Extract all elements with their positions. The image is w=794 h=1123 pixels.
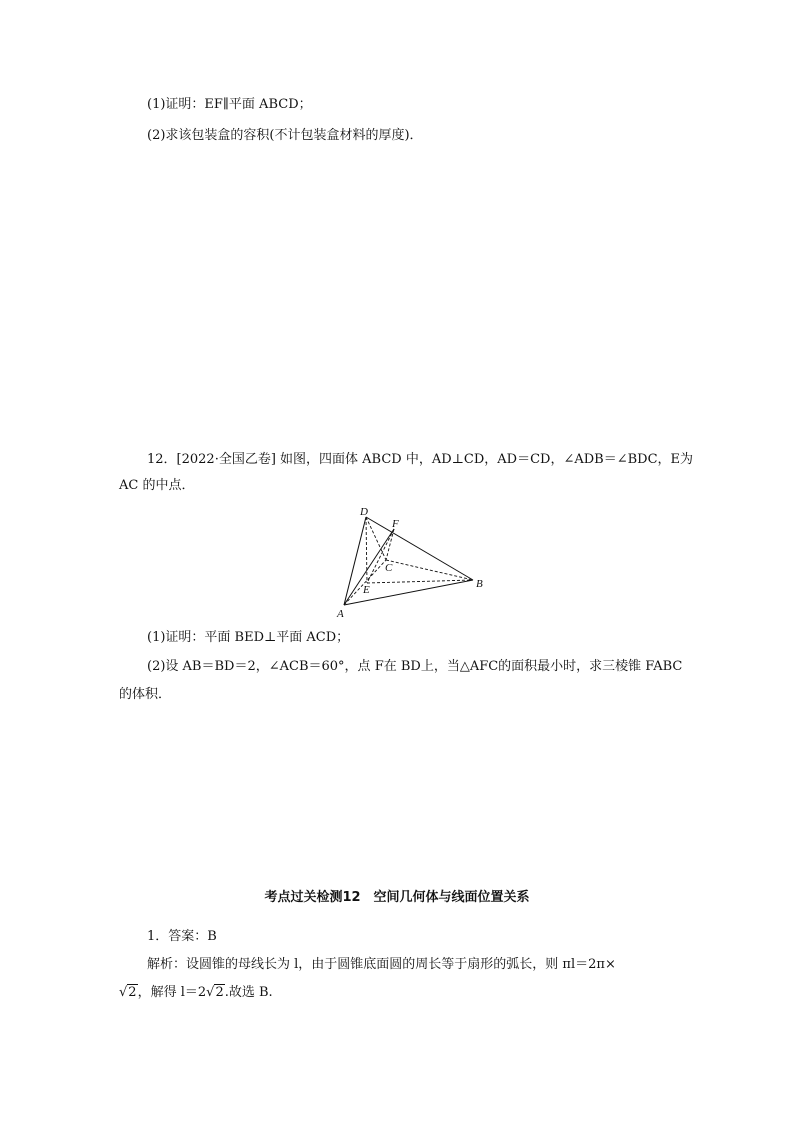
label-E: E [363, 584, 370, 596]
label-D: D [360, 506, 368, 518]
answer-1-explanation-line2: √2，解得 l＝2√2.故选 B. [119, 985, 273, 1000]
q12-stem-line1: 12．[2022·全国乙卷] 如图，四面体 ABCD 中，AD⊥CD，AD＝CD，∠ADB＝∠BDC，E为 [147, 452, 694, 467]
edge-FC [386, 529, 394, 560]
q12-part2-line1: (2)设 AB＝BD＝2，∠ACB＝60°，点 F在 BD上，当△AFC的面积最小时，求三棱锥 FABC [147, 659, 683, 674]
sqrt-symbol: √2 [119, 985, 137, 1000]
edge-FE [367, 529, 394, 583]
q11-part1: (1)证明：EF∥平面 ABCD； [147, 97, 312, 112]
edge-DB [366, 517, 473, 580]
label-F: F [392, 518, 399, 530]
answers-heading: 考点过关检测12 空间几何体与线面位置关系 [264, 890, 530, 905]
answer-1: 1．答案：B [147, 929, 217, 944]
tetrahedron-figure [330, 505, 490, 620]
edge-EB [367, 580, 473, 583]
edge-CB [386, 560, 473, 580]
edge-FB-seg [394, 529, 473, 580]
label-C: C [385, 562, 393, 574]
label-B: B [476, 578, 483, 590]
label-A: A [337, 608, 344, 620]
answer-1-explanation-line1: 解析：设圆锥的母线长为 l，由于圆锥底面圆的周长等于扇形的弧长，则 πl＝2π× [147, 957, 616, 972]
q12-part2-line2: 的体积． [119, 687, 172, 702]
q12-stem-line2: AC 的中点． [119, 478, 195, 493]
q12-part1: (1)证明：平面 BED⊥平面 ACD； [147, 630, 350, 645]
q11-part2: (2)求该包装盒的容积(不计包装盒材料的厚度)． [147, 128, 423, 143]
edge-DE [366, 517, 367, 583]
sqrt-symbol: √2 [206, 985, 224, 1000]
